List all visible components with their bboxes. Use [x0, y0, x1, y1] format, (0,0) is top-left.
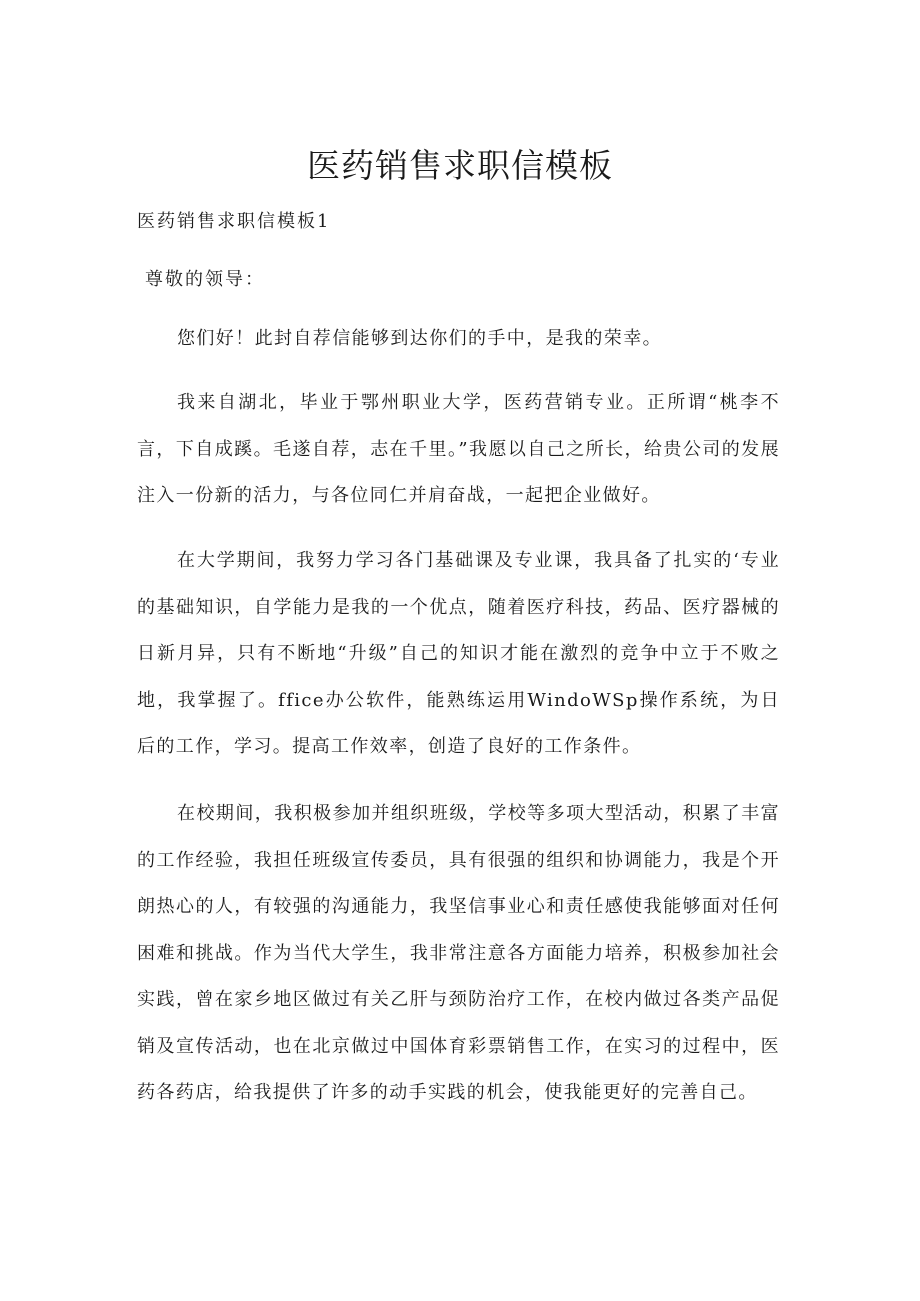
- paragraph-university-study: 在大学期间，我努力学习各门基础课及专业课，我具备了扎实的‘专业的基础知识，自学能力是我的一个优点，随着医疗科技，药品、医疗器械的日新月异，只有不断地“升级”自己的知识才能在激烈的竞争中立于不败之地，我掌握了。ffice办公软件，能熟练运用WindoWSp操作系统，为日后的工作，学习。提高工作效率，创造了良好的工作条件。: [137, 550, 780, 757]
- paragraph-campus-experience: 在校期间，我积极参加并组织班级，学校等多项大型活动，积累了丰富的工作经验，我担任班级宣传委员，具有很强的组织和协调能力，我是个开朗热心的人，有较强的沟通能力，我坚信事业心和责任感使我能够面对任何困难和挑战。作为当代大学生，我非常注意各方面能力培养，积极参加社会实践，曾在家乡地区做过有关乙肝与颈防治疗工作，在校内做过各类产品促销及宣传活动，也在北京做过中国体育彩票销售工作，在实习的过程中，医药各药店，给我提供了许多的动手实践的机会，使我能更好的完善自己。: [137, 803, 780, 1103]
- paragraph-greeting: 您们好！此封自荐信能够到达你们的手中，是我的荣幸。: [177, 328, 662, 349]
- paragraph-introduction: 我来自湖北，毕业于鄂州职业大学，医药营销专业。正所谓“桃李不言，下自成蹊。毛遂自荐，志在千里。”我愿以自己之所长，给贵公司的发展注入一份新的活力，与各位同仁并肩奋战，一起把企业做好。: [137, 392, 780, 506]
- document-subtitle: 医药销售求职信模板1: [137, 211, 331, 232]
- salutation: 尊敬的领导：: [145, 269, 265, 290]
- document-title: 医药销售求职信模板: [307, 146, 613, 185]
